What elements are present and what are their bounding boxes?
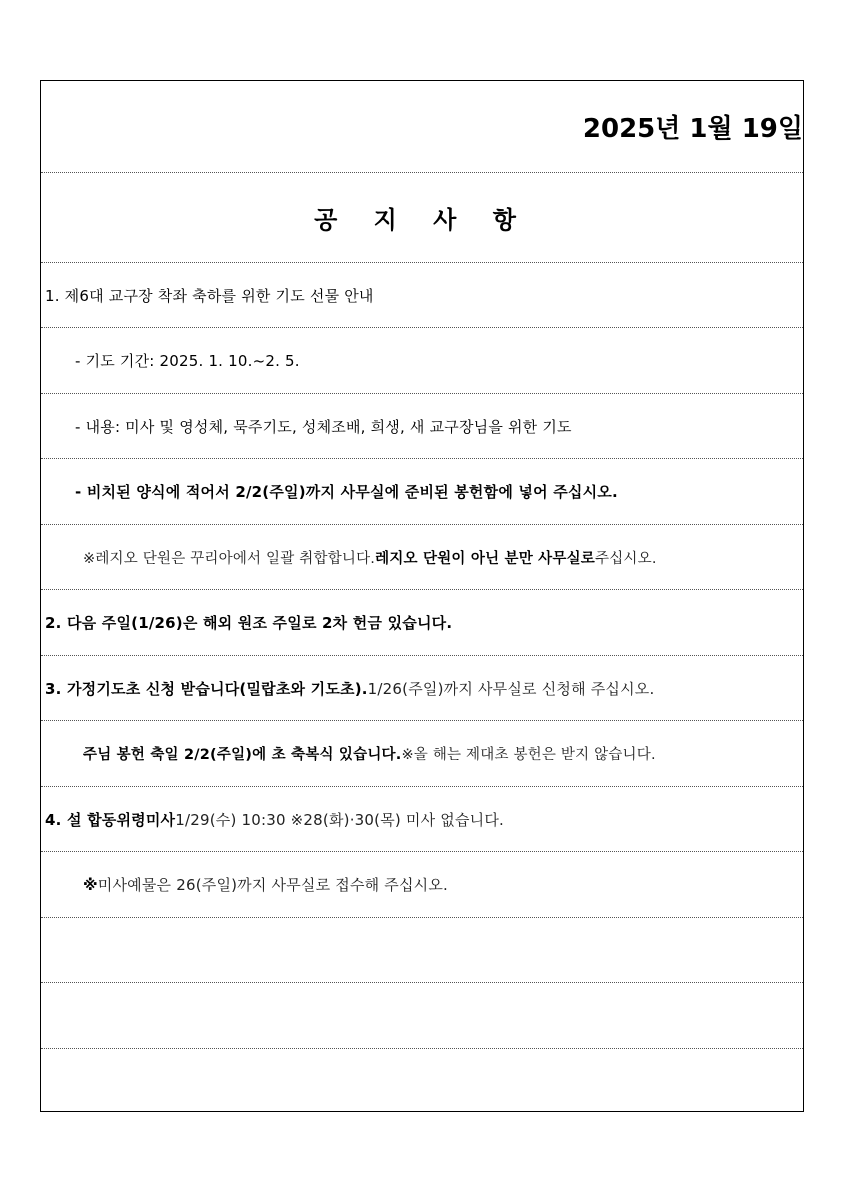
notice-text: 주십시오. — [595, 550, 657, 567]
notice-text-bold: 레지오 단원이 아닌 분만 사무실로 — [375, 550, 596, 567]
notice-line-5 — [41, 525, 803, 590]
blank-row — [41, 983, 803, 1049]
blank-row — [41, 918, 803, 983]
notice-line-2 — [41, 328, 803, 394]
notice-text: 1/26(주일)까지 사무실로 신청해 주십시오. — [367, 679, 655, 698]
notice-text: 2. 다음 주일(1/26)은 해외 원조 주일로 2차 헌금 있습니다. — [45, 614, 453, 632]
notice-text: 1. 제6대 교구장 착좌 축하를 위한 기도 선물 안내 — [45, 286, 374, 305]
notice-text: ※올 해는 제대초 봉헌은 받지 않습니다. — [401, 747, 656, 763]
notice-line-4 — [41, 459, 803, 525]
notice-text: - 기도 기간: 2025. 1. 10.~2. 5. — [75, 352, 300, 370]
notice-text: - 비치된 양식에 적어서 2/2(주일)까지 사무실에 준비된 봉헌함에 넣어 주십시오. — [75, 483, 618, 501]
notice-line-9 — [41, 787, 803, 852]
date-row — [41, 81, 803, 173]
notice-text-bold: 주님 봉헌 축일 2/2(주일)에 초 축복식 있습니다. — [83, 747, 402, 763]
notice-date: 2025년 1월 19일 — [582, 114, 803, 144]
notice-text: 미사예물은 26(주일)까지 사무실로 접수해 주십시오. — [97, 876, 449, 894]
notice-title: 공 지 사 항 — [314, 206, 530, 234]
notice-frame — [40, 80, 804, 1112]
notice-text-bold: ※ — [83, 875, 98, 894]
notice-text: - 내용: 미사 및 영성체, 묵주기도, 성체조배, 희생, 새 교구장님을 위한 기도 — [75, 417, 572, 436]
notice-line-3 — [41, 394, 803, 459]
title-row — [41, 173, 803, 263]
notice-line-6 — [41, 590, 803, 656]
notice-line-1 — [41, 263, 803, 328]
notice-text-bold: 4. 설 합동위령미사 — [45, 810, 176, 829]
notice-text: ※레지오 단원은 꾸리아에서 일괄 취합합니다. — [83, 550, 376, 567]
notice-line-7 — [41, 656, 803, 721]
notice-text-bold: 3. 가정기도초 신청 받습니다(밀랍초와 기도초). — [45, 679, 368, 698]
notice-line-10 — [41, 852, 803, 918]
notice-line-8 — [41, 721, 803, 787]
blank-row — [41, 1049, 803, 1111]
notice-text: 1/29(수) 10:30 ※28(화)·30(목) 미사 없습니다. — [175, 810, 505, 829]
